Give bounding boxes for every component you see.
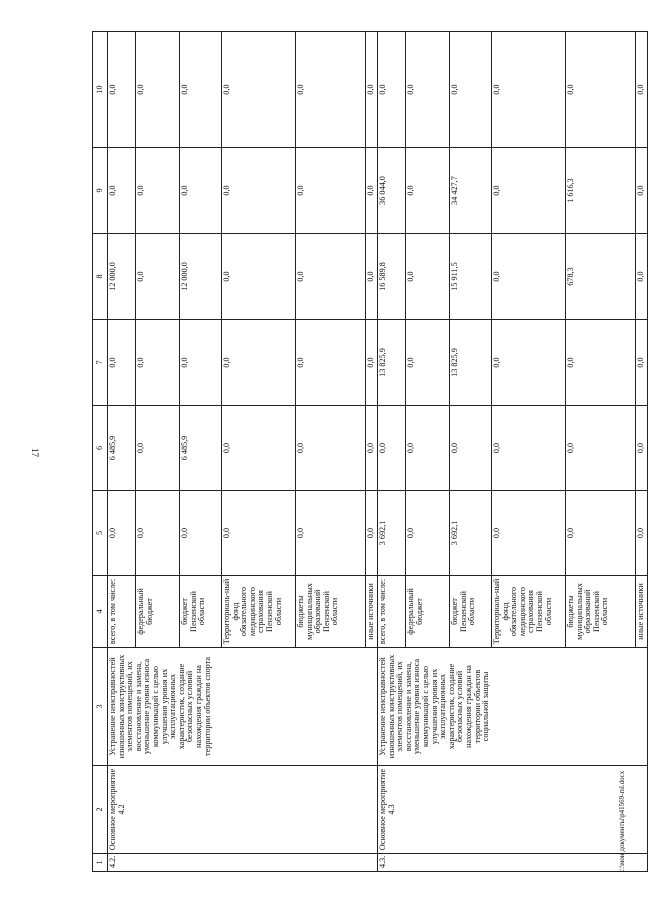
funding-value-cell: 0,0: [636, 491, 648, 576]
measure-name-cell: Основное мероприятие 4.2: [108, 766, 378, 854]
funding-value-cell: 0,0: [378, 406, 406, 491]
funding-value-cell: 0,0: [636, 406, 648, 491]
funding-source-cell: Территориаль-ный фонд обязательного медицинского страхования Пензенской области: [492, 576, 566, 648]
funding-value-cell: 0,0: [406, 234, 450, 320]
column-number-cell: 7: [93, 320, 108, 406]
funding-value-cell: 0,0: [492, 32, 566, 148]
funding-value-cell: 0,0: [108, 32, 136, 148]
funding-value-cell: 0,0: [108, 491, 136, 576]
funding-source-cell: федеральный бюджет: [406, 576, 450, 648]
measure-number-cell: 4.2.: [108, 854, 378, 872]
funding-value-cell: 0,0: [450, 406, 492, 491]
funding-value-cell: 0,0: [296, 148, 366, 234]
funding-value-cell: 0,0: [636, 234, 648, 320]
column-number-cell: 4: [93, 576, 108, 648]
measure-description-cell: Устранение неисправностей изношенных конструктивных элементов помещений, их восстановление и замена, уменьшение уровня износа коммуникаций с целью улучшения уровня их эксплуатационных характеристик, создание безопасных условий нахождения граждан на территории объектов социальной защиты: [378, 648, 648, 766]
funding-value-cell: 0,0: [222, 234, 296, 320]
funding-source-cell: всего, в том числе:: [108, 576, 136, 648]
funding-value-cell: 0,0: [492, 320, 566, 406]
funding-value-cell: 0,0: [108, 148, 136, 234]
funding-value-cell: 0,0: [136, 234, 180, 320]
funding-value-cell: 0,0: [366, 406, 378, 491]
funding-value-cell: 0,0: [636, 148, 648, 234]
funding-value-cell: 0,0: [366, 32, 378, 148]
funding-source-cell: всего, в том числе:: [378, 576, 406, 648]
funding-value-cell: 0,0: [108, 320, 136, 406]
funding-value-cell: 0,0: [492, 406, 566, 491]
funding-value-cell: 0,0: [492, 234, 566, 320]
column-number-cell: 10: [93, 32, 108, 148]
funding-value-cell: 0,0: [296, 320, 366, 406]
column-number-cell: 8: [93, 234, 108, 320]
funding-value-cell: 0,0: [136, 491, 180, 576]
column-number-row: [93, 32, 108, 872]
funding-value-cell: 13 825,9: [450, 320, 492, 406]
funding-value-cell: 0,0: [450, 32, 492, 148]
funding-source-cell: бюджеты муниципальных образований Пензенской области: [566, 576, 636, 648]
funding-value-cell: 0,0: [222, 406, 296, 491]
funding-source-cell: иные источники: [636, 576, 648, 648]
funding-value-cell: 0,0: [180, 32, 222, 148]
funding-value-cell: 0,0: [222, 148, 296, 234]
funding-value-cell: 0,0: [136, 148, 180, 234]
funding-source-cell: федеральный бюджет: [136, 576, 180, 648]
funding-source-cell: бюджет Пензенской области: [450, 576, 492, 648]
measure-name-cell: Основное мероприятие 4.3: [378, 766, 648, 854]
funding-value-cell: 0,0: [296, 406, 366, 491]
funding-value-cell: 0,0: [296, 234, 366, 320]
table-row: [378, 32, 406, 872]
measure-number-cell: 4.3.: [378, 854, 648, 872]
funding-value-cell: 6 485,9: [108, 406, 136, 491]
funding-value-cell: 0,0: [222, 320, 296, 406]
column-number-cell: 1: [93, 854, 108, 872]
funding-value-cell: 34 427,7: [450, 148, 492, 234]
funding-value-cell: 0,0: [222, 32, 296, 148]
funding-value-cell: 0,0: [180, 148, 222, 234]
program-funding-table: [92, 31, 648, 872]
table-row: [108, 32, 136, 872]
funding-value-cell: 36 044,0: [378, 148, 406, 234]
funding-value-cell: 3 692,1: [378, 491, 406, 576]
column-number-cell: 9: [93, 148, 108, 234]
funding-value-cell: 0,0: [566, 491, 636, 576]
funding-value-cell: 0,0: [366, 491, 378, 576]
funding-value-cell: 0,0: [180, 491, 222, 576]
funding-value-cell: 0,0: [406, 491, 450, 576]
footer-file-path: c:\мои документы\p41569-ml.docx: [618, 770, 626, 872]
funding-value-cell: 0,0: [296, 32, 366, 148]
funding-value-cell: 0,0: [366, 148, 378, 234]
funding-value-cell: 678,3: [566, 234, 636, 320]
funding-source-cell: бюджет Пензенской области: [180, 576, 222, 648]
funding-value-cell: 0,0: [180, 320, 222, 406]
funding-value-cell: 0,0: [296, 491, 366, 576]
column-number-cell: 3: [93, 648, 108, 766]
funding-value-cell: 0,0: [636, 32, 648, 148]
funding-value-cell: 6 485,9: [180, 406, 222, 491]
funding-source-cell: иные источники: [366, 576, 378, 648]
funding-value-cell: 0,0: [406, 406, 450, 491]
funding-value-cell: 0,0: [406, 320, 450, 406]
funding-value-cell: 0,0: [492, 148, 566, 234]
column-number-cell: 6: [93, 406, 108, 491]
funding-value-cell: 0,0: [636, 320, 648, 406]
funding-value-cell: 15 911,5: [450, 234, 492, 320]
funding-value-cell: 1 616,3: [566, 148, 636, 234]
funding-value-cell: 0,0: [136, 320, 180, 406]
funding-value-cell: 0,0: [378, 32, 406, 148]
funding-value-cell: 0,0: [492, 491, 566, 576]
funding-value-cell: 0,0: [566, 320, 636, 406]
funding-value-cell: 12 000,0: [180, 234, 222, 320]
funding-value-cell: 0,0: [136, 406, 180, 491]
column-number-cell: 2: [93, 766, 108, 854]
funding-value-cell: 0,0: [406, 32, 450, 148]
funding-value-cell: 0,0: [566, 406, 636, 491]
funding-value-cell: 0,0: [406, 148, 450, 234]
measure-description-cell: Устранение неисправностей изношенных конструктивных элементов помещений, их восстановление и замена, уменьшение уровня износа коммуникаций с целью улучшения уровня их эксплуатационных характеристик, создание безопасных условий нахождения граждан на территории объектов спорта: [108, 648, 378, 766]
funding-value-cell: 0,0: [136, 32, 180, 148]
funding-value-cell: 3 692,1: [450, 491, 492, 576]
page-number: 17: [30, 448, 40, 457]
funding-value-cell: 0,0: [366, 234, 378, 320]
column-number-cell: 5: [93, 491, 108, 576]
funding-value-cell: 0,0: [566, 32, 636, 148]
funding-source-cell: бюджеты муниципальных образований Пензенской области: [296, 576, 366, 648]
funding-value-cell: 13 825,9: [378, 320, 406, 406]
funding-source-cell: Территориаль-ный фонд обязательного медицинского страхования Пензенской области: [222, 576, 296, 648]
funding-value-cell: 16 589,8: [378, 234, 406, 320]
funding-value-cell: 0,0: [222, 491, 296, 576]
funding-value-cell: 12 000,0: [108, 234, 136, 320]
funding-value-cell: 0,0: [366, 320, 378, 406]
